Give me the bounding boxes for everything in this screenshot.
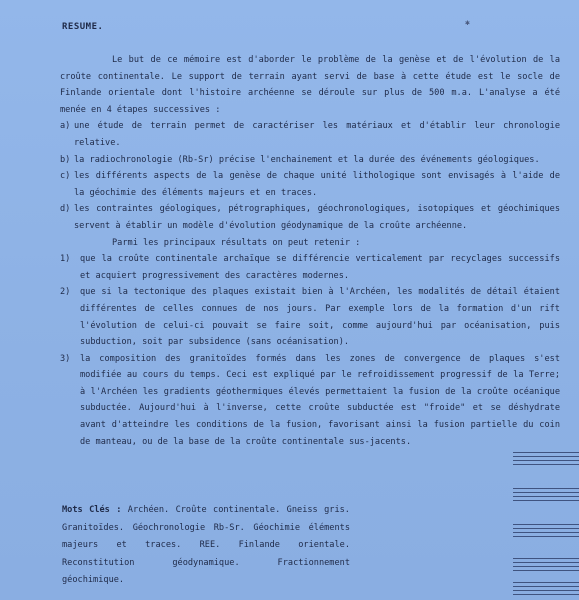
keywords-text: Archéen. Croûte continentale. Gneiss gris. Granitoïdes. Géochronologie Rb-Sr. Géochimie éléments majeurs et traces. REE. Finlande orientale. Reconstitution géodynamique. Fractionnement géochimique. bbox=[62, 505, 350, 585]
step-text: une étude de terrain permet de caractériser les matériaux et d'établir leur chronologie relative. bbox=[74, 121, 560, 148]
results-intro: Parmi les principaux résultats on peut retenir : bbox=[112, 237, 361, 248]
step-text: les différents aspects de la genèse de chaque unité lithologique sont envisagés à l'aide de la géochimie des éléments majeurs et en traces. bbox=[74, 171, 560, 198]
step-label: a) bbox=[60, 121, 71, 132]
result-label: 2) bbox=[60, 287, 71, 298]
step-item bbox=[60, 152, 560, 169]
step-label: d) bbox=[60, 204, 71, 215]
result-label: 3) bbox=[60, 353, 71, 364]
result-item bbox=[60, 251, 560, 284]
result-text: la composition des granitoïdes formés dans les zones de convergence de plaques s'est modifiée au cours du temps. Ceci est expliqué par le refroidissement progressif de la Terre; à l'Archéen les gradients géothermiques élevés permettaient la fusion de la croûte océanique subductée. Aujourd'hui à l'inverse, cette croûte subductée est "froide" et se déshydrate avant d'atteindre les conditions de la fusion, favorisant ainsi la fusion partielle du coin de manteau, ou de la base de la croûte continentale sus-jacents. bbox=[80, 353, 560, 447]
result-text: que si la tectonique des plaques existait bien à l'Archéen, les modalités de détail étaient différentes de celles connues de nos jours. Par exemple lors de la formation d'un rift l'évolution de celui-ci pouvait se faire soit, comme aujourd'hui par océanisation, puis subduction, soit par subsidence (sans océanisation). bbox=[80, 287, 560, 348]
keywords-label: Mots Clés : bbox=[62, 505, 122, 515]
result-item bbox=[60, 284, 560, 350]
step-text: la radiochronologie (Rb-Sr) précise l'enchainement et la durée des événements géologiques. bbox=[74, 154, 540, 165]
form-rule-lines bbox=[513, 582, 579, 598]
form-rule-lines bbox=[513, 452, 579, 468]
step-item bbox=[60, 118, 560, 151]
result-item bbox=[60, 351, 560, 451]
step-text: les contraintes géologiques, pétrographiques, géochronologiques, isotopiques et géochimiques servent à établir un modèle d'évolution géodynamique de la croûte archéenne. bbox=[74, 204, 560, 231]
step-label: b) bbox=[60, 154, 71, 165]
abstract-body bbox=[60, 52, 560, 450]
step-item bbox=[60, 201, 560, 234]
step-item bbox=[60, 168, 560, 201]
intro-paragraph: Le but de ce mémoire est d'aborder le problème de la genèse et de l'évolution de la croûte continentale. Le support de terrain ayant servi de base à cette étude est le socle de Finlande orientale dont l'histoire archéenne se déroule sur plus de 500 m.a. L'analyse a été menée en 4 étapes successives : bbox=[60, 55, 560, 115]
heading: RESUME. bbox=[62, 22, 104, 32]
keywords-block bbox=[62, 502, 350, 590]
result-text: que la croûte continentale archaïque se différencie verticalement par recyclages successifs et acquiert progressivement des caractères modernes. bbox=[80, 254, 560, 281]
form-rule-lines bbox=[513, 558, 579, 574]
form-rule-lines bbox=[513, 524, 579, 540]
star-mark-icon: ✱ bbox=[465, 18, 470, 27]
result-label: 1) bbox=[60, 254, 71, 265]
form-rule-lines bbox=[513, 488, 579, 504]
step-label: c) bbox=[60, 171, 71, 182]
